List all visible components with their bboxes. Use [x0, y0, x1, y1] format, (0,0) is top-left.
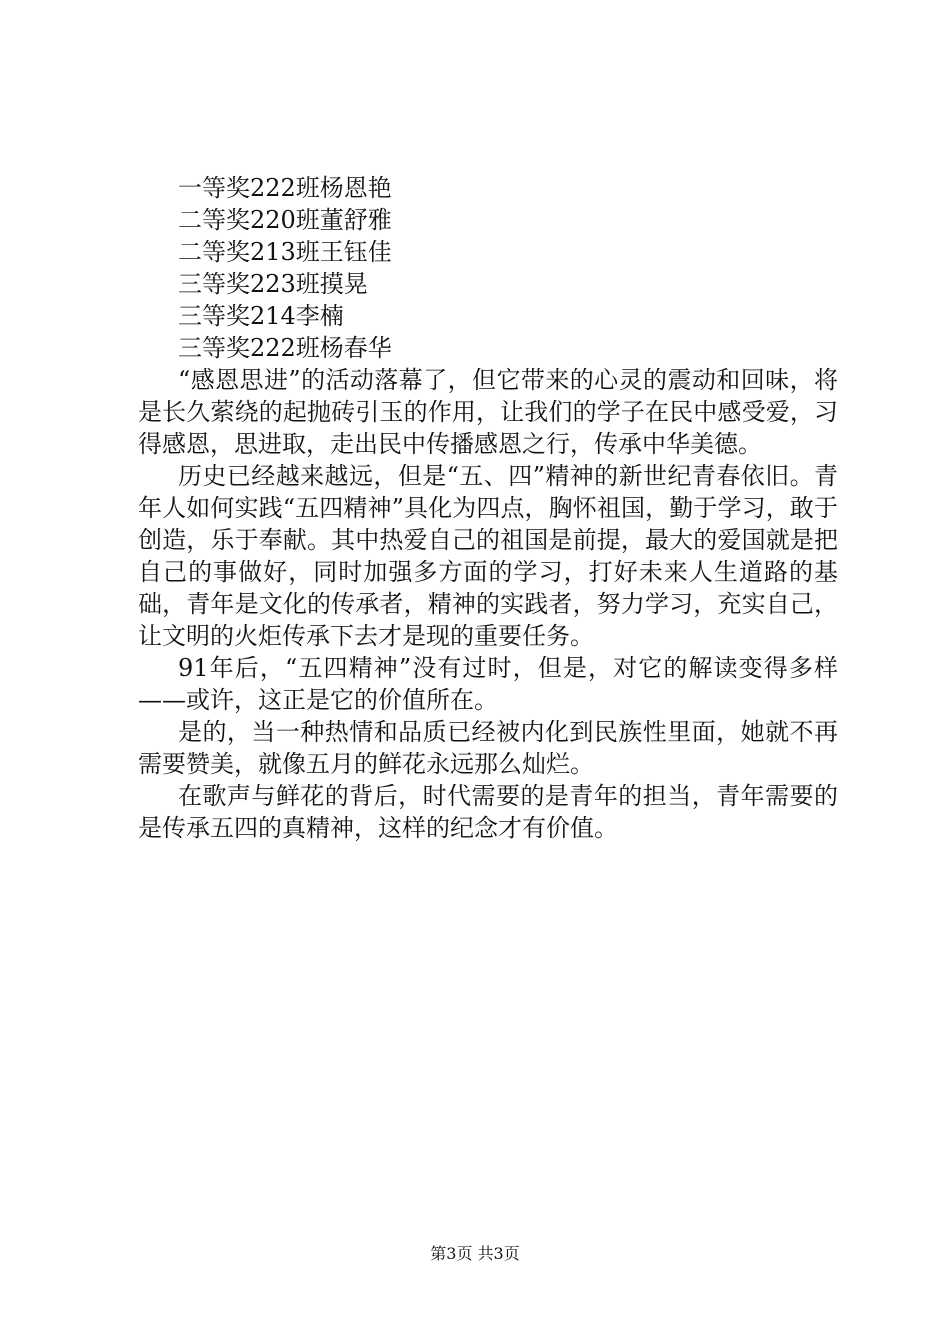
paragraph-may-fourth-spirit: 历史已经越来越远，但是“五、四”精神的新世纪青春依旧。青年人如何实践“五四精神”具化为四点，胸怀祖国，勤于学习，敢于创造，乐于奉献。其中热爱自己的祖国是前提，最大的爱国就是把自己的事做好，同时加强多方面的学习，打好未来人生道路的基础，青年是文化的传承者，精神的实践者，努力学习，充实自己，让文明的火炬传承下去才是现的重要任务。	[138, 462, 838, 650]
document-body	[138, 172, 838, 844]
paragraph-youth-responsibility: 在歌声与鲜花的背后，时代需要的是青年的担当，青年需要的是传承五四的真精神，这样的纪念才有价值。	[138, 782, 838, 842]
award-entry: 三等奖222班杨春华	[178, 334, 392, 362]
award-entry: 二等奖220班董舒雅	[178, 206, 392, 234]
paragraph-national-character: 是的，当一种热情和品质已经被内化到民族性里面，她就不再需要赞美，就像五月的鲜花永远那么灿烂。	[138, 718, 838, 778]
paragraph-activity-closing: “感恩思进”的活动落幕了，但它带来的心灵的震动和回味，将是长久萦绕的起抛砖引玉的作用，让我们的学子在民中感受爱，习得感恩，思进取，走出民中传播感恩之行，传承中华美德。	[138, 366, 838, 458]
page-number-footer: 第3页 共3页	[430, 1244, 520, 1263]
award-entry: 一等奖222班杨恩艳	[178, 174, 392, 202]
award-entry: 二等奖213班王钰佳	[178, 238, 392, 266]
paragraph-ninety-one-years: 91年后，“五四精神”没有过时，但是，对它的解读变得多样——或许，这正是它的价值所在。	[138, 654, 838, 714]
award-entry: 三等奖214李楠	[178, 302, 344, 330]
award-entry: 三等奖223班摸晃	[178, 270, 368, 298]
